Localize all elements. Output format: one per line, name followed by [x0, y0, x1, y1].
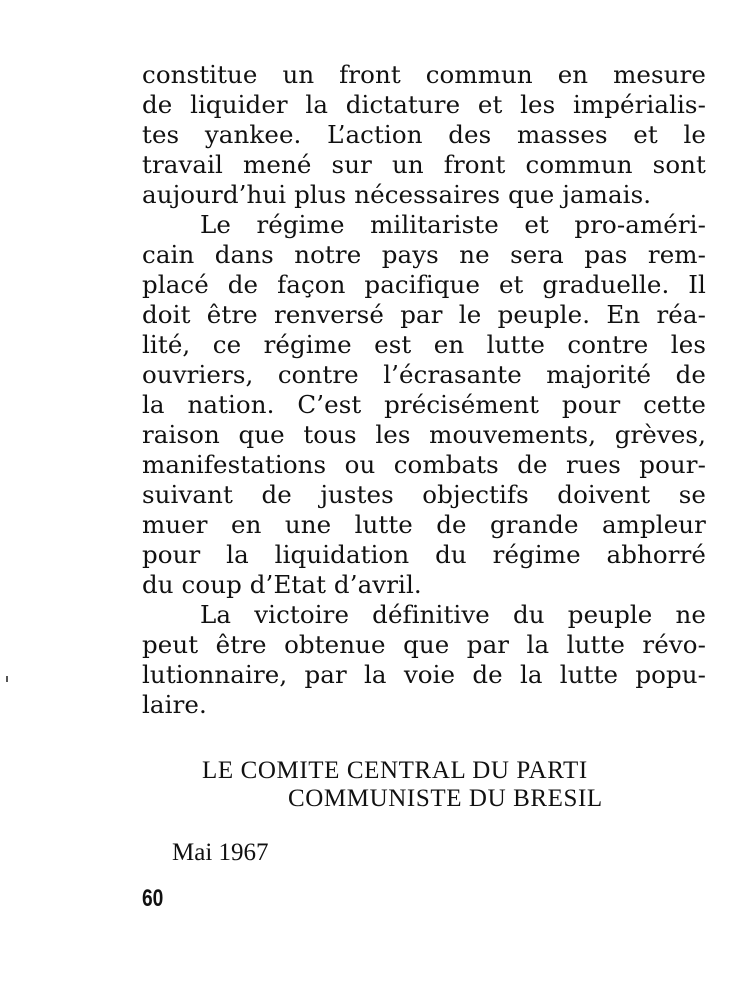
- text-line: peut être obtenue que par la lutte révo-: [142, 630, 706, 659]
- signature-line-2: COMMUNISTE DU BRESIL: [288, 785, 603, 812]
- text-line: raison que tous les mouvements, grèves,: [142, 420, 706, 449]
- body-text: [142, 60, 706, 720]
- text-line: du coup d’Etat d’avril.: [142, 570, 422, 599]
- text-line: aujourd’hui plus nécessaires que jamais.: [142, 180, 652, 209]
- text-line: suivant de justes objectifs doivent se: [142, 480, 706, 509]
- text-line: manifestations ou combats de rues pour-: [142, 450, 706, 479]
- text-line: tes yankee. L’action des masses et le: [142, 120, 706, 149]
- text-line: lité, ce régime est en lutte contre les: [142, 330, 706, 359]
- text-line: lutionnaire, par la voie de la lutte popu-: [142, 660, 706, 689]
- text-line: laire.: [142, 690, 207, 719]
- text-line: placé de façon pacifique et graduelle. Il: [142, 270, 706, 299]
- text-line: travail mené sur un front commun sont: [142, 150, 706, 179]
- signature-line-1: LE COMITE CENTRAL DU PARTI: [202, 757, 588, 784]
- text-line: cain dans notre pays ne sera pas rem-: [142, 240, 706, 269]
- page-number: 60: [142, 885, 164, 912]
- text-line: Le régime militariste et pro-améri-: [200, 210, 706, 239]
- scan-speck: [6, 676, 8, 682]
- text-line: constitue un front commun en mesure: [142, 60, 706, 89]
- text-line: pour la liquidation du régime abhorré: [142, 540, 706, 569]
- text-line: doit être renversé par le peuple. En réa-: [142, 300, 706, 329]
- text-line: La victoire définitive du peuple ne: [200, 600, 706, 629]
- text-line: ouvriers, contre l’écrasante majorité de: [142, 360, 706, 389]
- text-line: de liquider la dictature et les impérialis-: [142, 90, 706, 119]
- date: Mai 1967: [172, 839, 269, 866]
- text-line: la nation. C’est précisément pour cette: [142, 390, 706, 419]
- text-line: muer en une lutte de grande ampleur: [142, 510, 706, 539]
